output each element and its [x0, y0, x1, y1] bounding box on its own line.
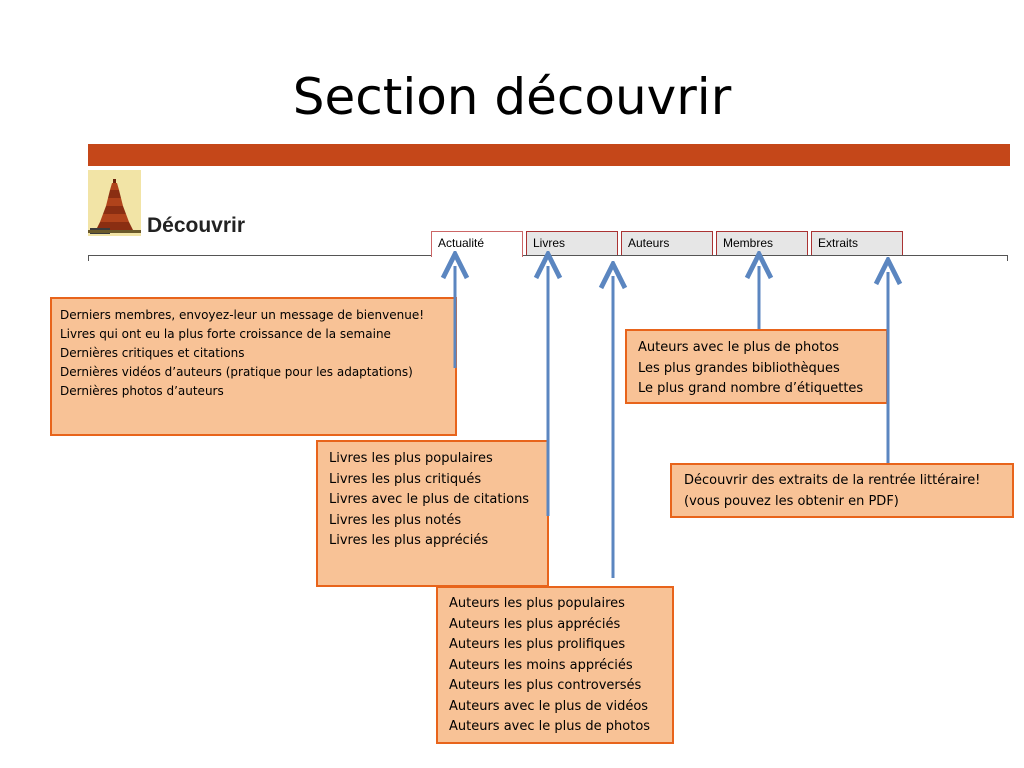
callout-membres — [625, 329, 888, 404]
tab-baseline-right-edge — [1007, 255, 1008, 261]
tab-extraits[interactable]: Extraits — [811, 231, 903, 255]
callout-line: Auteurs les moins appréciés — [449, 657, 633, 673]
callout-line: Auteurs les plus prolifiques — [449, 637, 626, 652]
callout-extraits — [670, 463, 1014, 518]
callout-livres — [316, 440, 549, 587]
tab-membres[interactable]: Membres — [716, 231, 808, 255]
callout-line: Le plus grand nombre d’étiquettes — [638, 381, 864, 396]
callout-line: Dernières critiques et citations — [60, 346, 245, 360]
callout-line: Livres qui ont eu la plus forte croissance de la semaine — [60, 327, 391, 341]
slide-title: Section découvrir — [292, 68, 732, 126]
callout-line: Dernières photos d’auteurs — [60, 384, 224, 398]
callout-line: Découvrir des extraits de la rentrée littéraire! — [684, 473, 981, 488]
callout-line: Auteurs les plus populaires — [449, 596, 625, 611]
callout-line: Auteurs avec le plus de photos — [638, 340, 840, 355]
callout-auteurs — [436, 586, 674, 744]
callout-line: Dernières vidéos d’auteurs (pratique pour les adaptations) — [60, 365, 413, 379]
callout-line: Les plus grandes bibliothèques — [638, 360, 840, 376]
tab-auteurs[interactable]: Auteurs — [621, 231, 713, 255]
callout-line: Derniers membres, envoyez-leur un message de bienvenue! — [60, 308, 425, 322]
section-heading: Découvrir — [147, 214, 246, 237]
callout-line: Livres avec le plus de citations — [329, 492, 530, 507]
callout-actualite — [50, 297, 457, 436]
callout-line: Auteurs les plus controversés — [449, 678, 642, 693]
callout-line: Livres les plus populaires — [329, 451, 493, 466]
header-accent-bar — [88, 144, 1010, 166]
callout-line: Auteurs avec le plus de photos — [449, 719, 651, 734]
tab-baseline-left-edge — [88, 255, 89, 261]
callout-line: Livres les plus notés — [329, 512, 462, 528]
tab-baseline — [88, 255, 1008, 256]
callout-line: Livres les plus appréciés — [329, 533, 489, 548]
tab-actualite[interactable]: Actualité — [431, 231, 523, 257]
callout-line: Auteurs les plus appréciés — [449, 616, 621, 632]
callout-line: Auteurs avec le plus de vidéos — [449, 698, 649, 714]
callout-line: (vous pouvez les obtenir en PDF) — [684, 493, 899, 509]
tab-livres[interactable]: Livres — [526, 231, 618, 255]
callout-line: Livres les plus critiqués — [329, 471, 482, 487]
tower-of-babel-icon[interactable] — [88, 170, 141, 236]
